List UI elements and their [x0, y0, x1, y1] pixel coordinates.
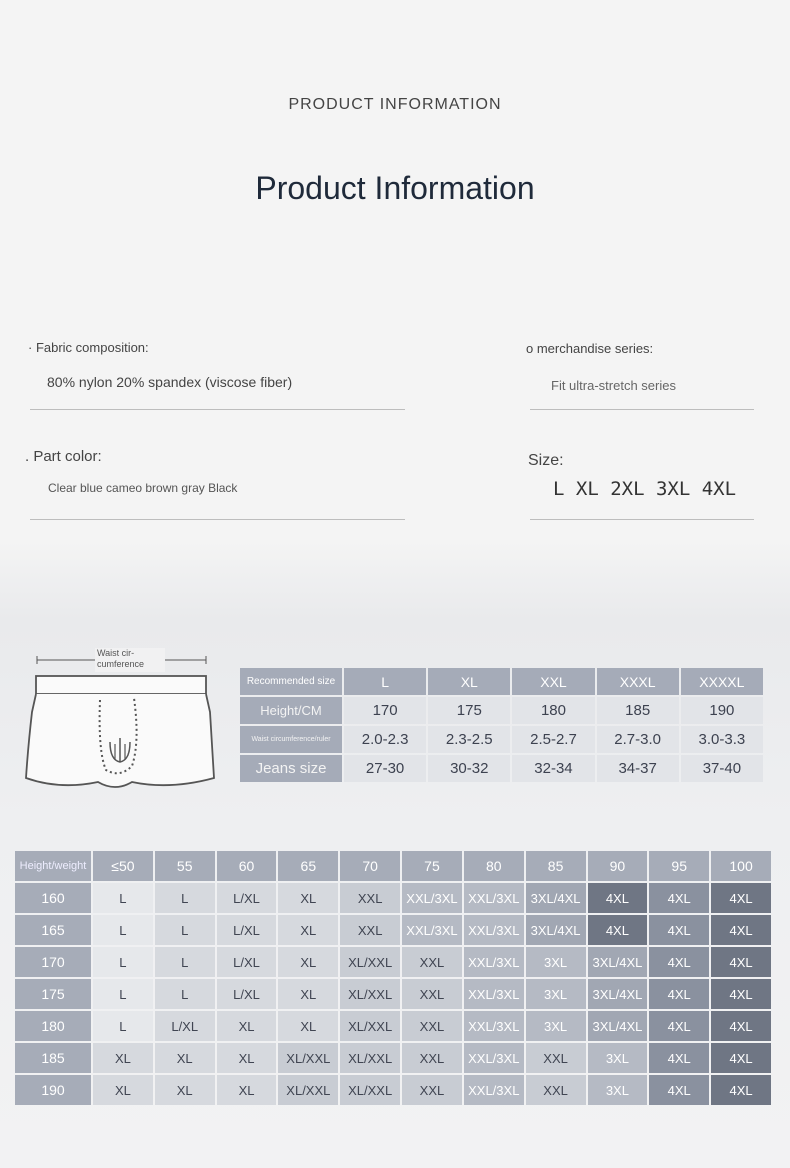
size-cell: L	[93, 1011, 153, 1041]
weight-header: 90	[588, 851, 648, 881]
table-header-cell: L	[344, 668, 426, 695]
size-cell: XL	[278, 883, 338, 913]
size-cell: 4XL	[649, 1075, 709, 1105]
size-cell: L/XL	[217, 947, 277, 977]
size-cell: XXL/3XL	[464, 915, 524, 945]
height-cell: 170	[15, 947, 91, 977]
size-cell: 4XL	[711, 1075, 771, 1105]
size-cell: XL	[217, 1043, 277, 1073]
table-row	[15, 883, 771, 913]
table-row	[15, 1075, 771, 1105]
size-label: Size:	[528, 452, 564, 469]
table-cell: 175	[428, 697, 510, 724]
height-cell: 165	[15, 915, 91, 945]
size-cell: XL	[278, 1011, 338, 1041]
size-cell: 4XL	[711, 1011, 771, 1041]
size-cell: 4XL	[711, 947, 771, 977]
size-cell: L	[93, 979, 153, 1009]
table-header-cell: XXXXL	[681, 668, 763, 695]
size-cell: L	[93, 947, 153, 977]
size-cell: L	[155, 883, 215, 913]
divider	[30, 409, 405, 410]
table-header-cell: Recommended size	[240, 668, 342, 695]
height-cell: 175	[15, 979, 91, 1009]
size-cell: XL	[278, 947, 338, 977]
size-cell: 4XL	[649, 1043, 709, 1073]
table-corner: Height/weight	[15, 851, 91, 881]
weight-header: 70	[340, 851, 400, 881]
size-cell: XL	[278, 915, 338, 945]
size-cell: XXL/3XL	[402, 883, 462, 913]
size-cell: L	[93, 883, 153, 913]
table-row	[15, 915, 771, 945]
size-cell: 4XL	[711, 1043, 771, 1073]
table-cell: 2.7-3.0	[597, 726, 679, 753]
size-cell: XL/XXL	[278, 1043, 338, 1073]
weight-header: 85	[526, 851, 586, 881]
weight-header: ≤50	[93, 851, 153, 881]
size-cell: XXL	[402, 1043, 462, 1073]
size-cell: XL/XXL	[278, 1075, 338, 1105]
size-cell: XXL/3XL	[464, 1075, 524, 1105]
table-row	[15, 947, 771, 977]
table-cell: 2.5-2.7	[512, 726, 594, 753]
weight-header: 100	[711, 851, 771, 881]
table-cell: 2.0-2.3	[344, 726, 426, 753]
size-cell: XL/XXL	[340, 1043, 400, 1073]
size-cell: 4XL	[649, 947, 709, 977]
size-cell: 4XL	[649, 883, 709, 913]
table-cell: 37-40	[681, 755, 763, 782]
fabric-value: 80% nylon 20% spandex (viscose fiber)	[47, 374, 293, 390]
height-cell: 160	[15, 883, 91, 913]
size-cell: XL	[155, 1043, 215, 1073]
table-row	[15, 1043, 771, 1073]
size-cell: 3XL	[588, 1043, 648, 1073]
size-cell: 3XL/4XL	[588, 979, 648, 1009]
size-cell: XXL	[340, 915, 400, 945]
series-value: Fit ultra-stretch series	[551, 378, 676, 393]
size-cell: XL	[217, 1075, 277, 1105]
size-table	[238, 666, 765, 784]
divider	[530, 409, 754, 410]
briefs-diagram	[20, 642, 220, 802]
size-cell: L	[155, 979, 215, 1009]
size-cell: 3XL	[526, 1011, 586, 1041]
size-cell: XXL/3XL	[464, 947, 524, 977]
table-cell: 34-37	[597, 755, 679, 782]
table-cell: 170	[344, 697, 426, 724]
size-cell: 4XL	[588, 883, 648, 913]
size-cell: XXL	[402, 1011, 462, 1041]
table-cell: 30-32	[428, 755, 510, 782]
size-cell: L	[155, 947, 215, 977]
height-cell: 190	[15, 1075, 91, 1105]
size-cell: XL	[217, 1011, 277, 1041]
weight-header: 65	[278, 851, 338, 881]
size-cell: XL	[93, 1043, 153, 1073]
size-cell: XXL/3XL	[464, 1011, 524, 1041]
size-cell: XXL	[526, 1075, 586, 1105]
table-row	[240, 726, 763, 753]
size-cell: L/XL	[155, 1011, 215, 1041]
divider	[30, 519, 405, 520]
size-cell: XXL	[526, 1043, 586, 1073]
size-cell: 3XL/4XL	[588, 947, 648, 977]
fabric-label: · Fabric composition:	[28, 340, 149, 355]
table-cell: 190	[681, 697, 763, 724]
table-header-cell: XL	[428, 668, 510, 695]
size-table-header	[240, 668, 763, 695]
waist-label: Waist cir-	[97, 648, 135, 658]
size-cell: 4XL	[711, 915, 771, 945]
size-cell: 4XL	[711, 979, 771, 1009]
size-cell: 4XL	[588, 915, 648, 945]
size-cell: XXL	[402, 979, 462, 1009]
weight-header: 95	[649, 851, 709, 881]
size-cell: 3XL/4XL	[588, 1011, 648, 1041]
size-cell: 4XL	[649, 979, 709, 1009]
table-cell: 180	[512, 697, 594, 724]
size-cell: L	[93, 915, 153, 945]
size-cell: XL/XXL	[340, 1011, 400, 1041]
table-header-cell: XXXL	[597, 668, 679, 695]
size-cell: XXL	[402, 947, 462, 977]
table-row	[15, 1011, 771, 1041]
size-cell: XXL	[340, 883, 400, 913]
table-cell: 2.3-2.5	[428, 726, 510, 753]
size-cell: 3XL	[526, 947, 586, 977]
size-cell: XXL/3XL	[464, 979, 524, 1009]
table-header-cell: XXL	[512, 668, 594, 695]
series-label: o merchandise series:	[526, 341, 654, 356]
row-header: Jeans size	[240, 755, 342, 782]
weight-header: 55	[155, 851, 215, 881]
size-cell: XL/XXL	[340, 979, 400, 1009]
size-cell: XXL	[402, 1075, 462, 1105]
size-cell: 3XL/4XL	[526, 883, 586, 913]
row-header: Height/CM	[240, 697, 342, 724]
weight-header: 80	[464, 851, 524, 881]
size-cell: L/XL	[217, 883, 277, 913]
height-cell: 185	[15, 1043, 91, 1073]
section-kicker: PRODUCT INFORMATION	[288, 96, 502, 113]
size-cell: XL	[278, 979, 338, 1009]
size-cell: 4XL	[649, 915, 709, 945]
size-values: L XL 2XL 3XL 4XL	[553, 478, 737, 500]
size-cell: XL/XXL	[340, 1075, 400, 1105]
size-cell: 3XL	[526, 979, 586, 1009]
size-cell: XL/XXL	[340, 947, 400, 977]
weight-header: 75	[402, 851, 462, 881]
table-row	[240, 697, 763, 724]
size-cell: 4XL	[711, 883, 771, 913]
divider	[530, 519, 754, 520]
color-label: . Part color:	[25, 448, 102, 465]
size-cell: XL	[155, 1075, 215, 1105]
weight-header: 60	[217, 851, 277, 881]
size-cell: 3XL/4XL	[526, 915, 586, 945]
size-cell: XXL/3XL	[464, 1043, 524, 1073]
table-cell: 3.0-3.3	[681, 726, 763, 753]
table-row	[240, 755, 763, 782]
table-row	[15, 979, 771, 1009]
size-cell: L	[155, 915, 215, 945]
size-cell: 4XL	[649, 1011, 709, 1041]
height-weight-table	[13, 849, 773, 1107]
size-cell: L/XL	[217, 979, 277, 1009]
size-cell: XXL/3XL	[464, 883, 524, 913]
page-title: Product Information	[255, 170, 535, 206]
table-cell: 27-30	[344, 755, 426, 782]
size-cell: 3XL	[588, 1075, 648, 1105]
size-cell: XXL/3XL	[402, 915, 462, 945]
height-cell: 180	[15, 1011, 91, 1041]
waist-label: cumference	[97, 659, 145, 669]
row-header: Waist circumference/ruler	[240, 726, 342, 753]
table-cell: 185	[597, 697, 679, 724]
size-cell: L/XL	[217, 915, 277, 945]
color-value: Clear blue cameo brown gray Black	[48, 481, 238, 495]
height-weight-header	[15, 851, 771, 881]
size-cell: XL	[93, 1075, 153, 1105]
table-cell: 32-34	[512, 755, 594, 782]
height-weight-body	[15, 883, 771, 1105]
